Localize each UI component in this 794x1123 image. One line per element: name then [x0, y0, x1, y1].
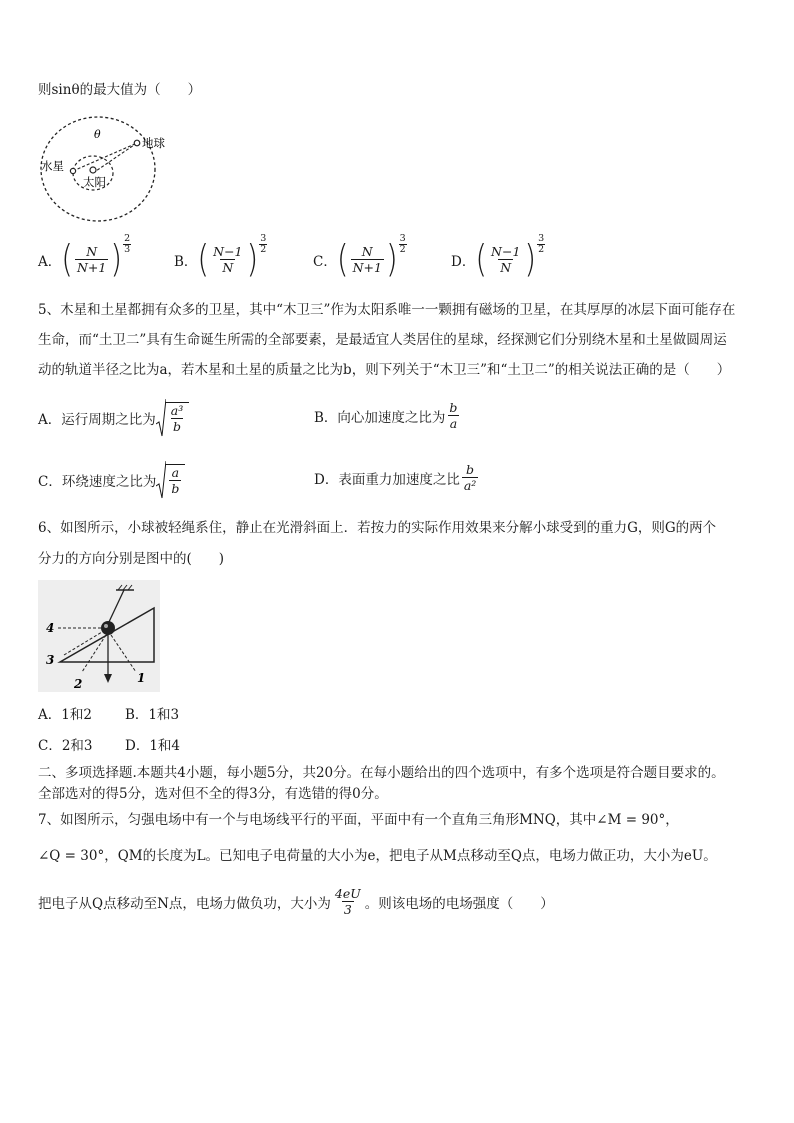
- dir-label-3: 3: [46, 653, 55, 667]
- dir-label-1: 1: [137, 671, 146, 685]
- q5-option-d[interactable]: D．表面重力加速度之比 $\frac{b}{\text{a²}}$: [314, 462, 477, 493]
- q6-stem-line1: 6、如图所示，小球被轻绳系住，静止在光滑斜面上．若按力的实际作用效果来分解小球受到的重力G，则G的两个: [38, 520, 717, 536]
- q5-stem-line3: 动的轨道半径之比为a，若木星和土星的质量之比为b，则下列关于“木卫三”和“土卫二”的相关说法正确的是（ ）: [38, 362, 731, 378]
- mercury-label: 水星: [41, 159, 64, 173]
- dir-label-4: 4: [46, 621, 55, 635]
- q4-option-b[interactable]: B． ( $\frac{N-1}{N}$ ) 3 2: [174, 233, 267, 281]
- q6-option-c[interactable]: C．2和3: [38, 738, 93, 754]
- q4-stem: 则sinθ的最大值为（ ）: [38, 82, 202, 98]
- q5-option-b[interactable]: B．向心加速度之比为 $\frac{b}{a}$: [314, 400, 458, 431]
- q5-stem-line2: 生命，而“土卫二”具有生命诞生所需的全部要素，是最适宜人类居住的星球，经探测它们分别绕木星和土星做圆周运: [38, 332, 727, 348]
- q4-option-a[interactable]: A． ( $\frac{N}{N+1}$ ) 2 3: [38, 233, 131, 281]
- q5-stem-line1: 5、木星和土星都拥有众多的卫星，其中“木卫三”作为太阳系唯一一颗拥有磁场的卫星，在其厚厚的冰层下面可能存在: [38, 302, 736, 318]
- section2-header-line2: 全部选对的得5分，选对但不全的得3分，有选错的得0分。: [38, 786, 388, 802]
- q4-option-c[interactable]: C． ( $\frac{N}{N+1}$ ) 3 2: [313, 233, 406, 281]
- incline-figure: [38, 580, 160, 692]
- sun-label: 太阳: [83, 175, 106, 189]
- earth-label: 地球: [142, 136, 165, 150]
- dir-label-2: 2: [74, 677, 83, 691]
- q6-option-d[interactable]: D．1和4: [125, 738, 181, 754]
- q5-option-c[interactable]: C．环绕速度之比为 $\frac{a}{b}$: [38, 460, 185, 500]
- section2-header-line1: 二、多项选择题.本题共4小题，每小题5分，共20分。在每小题给出的四个选项中，有多个选项是符合题目要求的。: [38, 765, 725, 781]
- q7-stem-line2: ∠Q = 30°，QM的长度为L。已知电子电荷量的大小为e，把电子从M点移动至Q点，电场力做正功，大小为eU。: [38, 848, 717, 864]
- q6-option-a[interactable]: A．1和2: [38, 707, 92, 723]
- earth-dot: [134, 140, 140, 146]
- q6-stem-line2: 分力的方向分别是图中的( ): [38, 551, 225, 567]
- q7-stem-line1: 7、如图所示，匀强电场中有一个与电场线平行的平面，平面中有一个直角三角形MNQ，其中∠M = 90°，: [38, 812, 679, 828]
- orbit-figure: [38, 113, 178, 225]
- mercury-dot: [70, 168, 75, 173]
- q5-option-a[interactable]: A．运行周期之比为 $\frac{\text{a³}}{b}$: [38, 398, 189, 438]
- q7-stem-line3: 把电子从Q点移动至N点，电场力做负功，大小为 $\frac{4eU}{3}$ 。则该电场的电场强度（ ）: [38, 886, 554, 917]
- q6-option-b[interactable]: B．1和3: [125, 707, 180, 723]
- q4-option-d[interactable]: D． ( $\frac{N-1}{N}$ ) 3 2: [451, 233, 545, 281]
- theta-label: θ: [94, 128, 101, 141]
- sun-dot: [90, 167, 96, 173]
